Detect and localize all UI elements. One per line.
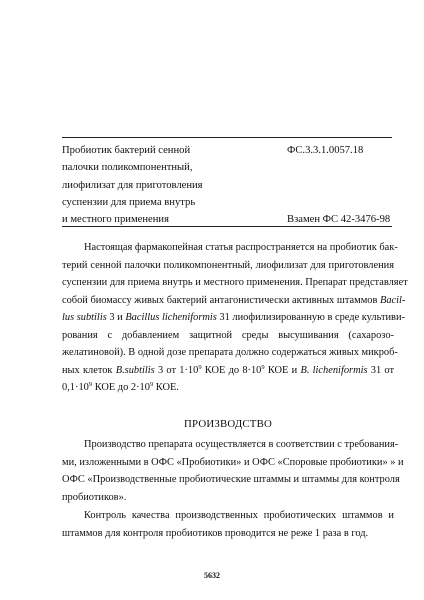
header-top-rule: [62, 137, 392, 138]
title-line: палочки поликомпонентный,: [62, 162, 193, 174]
text-line: [62, 292, 406, 310]
text-line: желатиновой). В одной дозе препарата должно содержаться живых микроб-: [62, 347, 398, 358]
exponent: 9: [149, 381, 154, 388]
text-line: Производство препарата осуществляется в соответствии с требования-: [84, 439, 399, 450]
text-run: 3 и: [106, 312, 126, 323]
text-line: рования с добавлением защитной среды высушивания (сахарозо-: [62, 329, 394, 341]
species-name: Bacillus licheniformis: [125, 312, 217, 323]
text-line: терий сенной палочки поликомпонентный, лиофилизат для приготовления: [62, 259, 394, 271]
title-line: и местного применения: [62, 214, 169, 226]
text-run: КОЕ до 8·10: [201, 364, 262, 376]
text-line: ОФС «Производственные пробиотические штаммы и штаммы для контроля: [62, 474, 400, 485]
exponent: 9: [198, 363, 202, 371]
replaces-note: Взамен ФС 42-3476-98: [287, 214, 391, 225]
text-line: ми, изложенными в ОФС «Пробиотики» и ОФС «Споровые пробиотики» » и: [62, 456, 404, 468]
text-run: ных клеток: [62, 364, 116, 376]
text-run: 31 лиофилизированную в среде культиви-: [216, 312, 405, 323]
page-number: 5632: [204, 571, 220, 580]
header-bottom-rule: [62, 226, 392, 227]
text-line: Настоящая фармакопейная статья распространяется на пробиотик бак-: [84, 242, 398, 253]
monograph-code: ФС.3.3.1.0057.18: [287, 145, 364, 156]
species-name: B.subtilis: [115, 364, 155, 376]
monograph-title: [62, 142, 282, 228]
text-line: Контроль качества производственных пробиотических штаммов и: [84, 510, 394, 521]
text-line: суспензии для приема внутрь и местного применения. Препарат представляет: [62, 277, 408, 288]
text-line: штаммов для контроля пробиотиков проводится не реже 1 раза в год.: [62, 527, 369, 539]
text-run: КОЕ до 2·10: [92, 382, 150, 393]
title-line: лиофилизат для приготовления: [62, 179, 203, 191]
species-name: lus subtilis: [62, 312, 107, 323]
quality-control-paragraph: [62, 507, 394, 542]
text-run: 31 от: [367, 364, 394, 376]
text-run: собой биомассу живых бактерий антагонистически активных штаммов: [62, 294, 380, 306]
production-paragraph: [62, 436, 404, 506]
title-line: суспензии для приема внутрь: [62, 196, 196, 208]
text-line: [62, 379, 394, 397]
exponent: 9: [88, 381, 93, 388]
text-run: 3 от 1·10: [154, 364, 199, 376]
text-line: [62, 309, 405, 327]
text-run: 0,1·10: [62, 382, 89, 393]
species-name: Bacil-: [379, 294, 406, 306]
text-line: пробиотиков».: [62, 491, 127, 503]
text-run: КОЕ.: [153, 382, 179, 393]
section-heading: ПРОИЗВОДСТВО: [184, 418, 272, 430]
exponent: 9: [261, 363, 265, 371]
intro-paragraph: [62, 239, 408, 397]
text-line: [62, 362, 394, 380]
species-name: B. licheniformis: [300, 364, 368, 376]
title-line: Пробиотик бактерий сенной: [62, 145, 191, 156]
text-run: КОЕ и: [264, 364, 301, 376]
